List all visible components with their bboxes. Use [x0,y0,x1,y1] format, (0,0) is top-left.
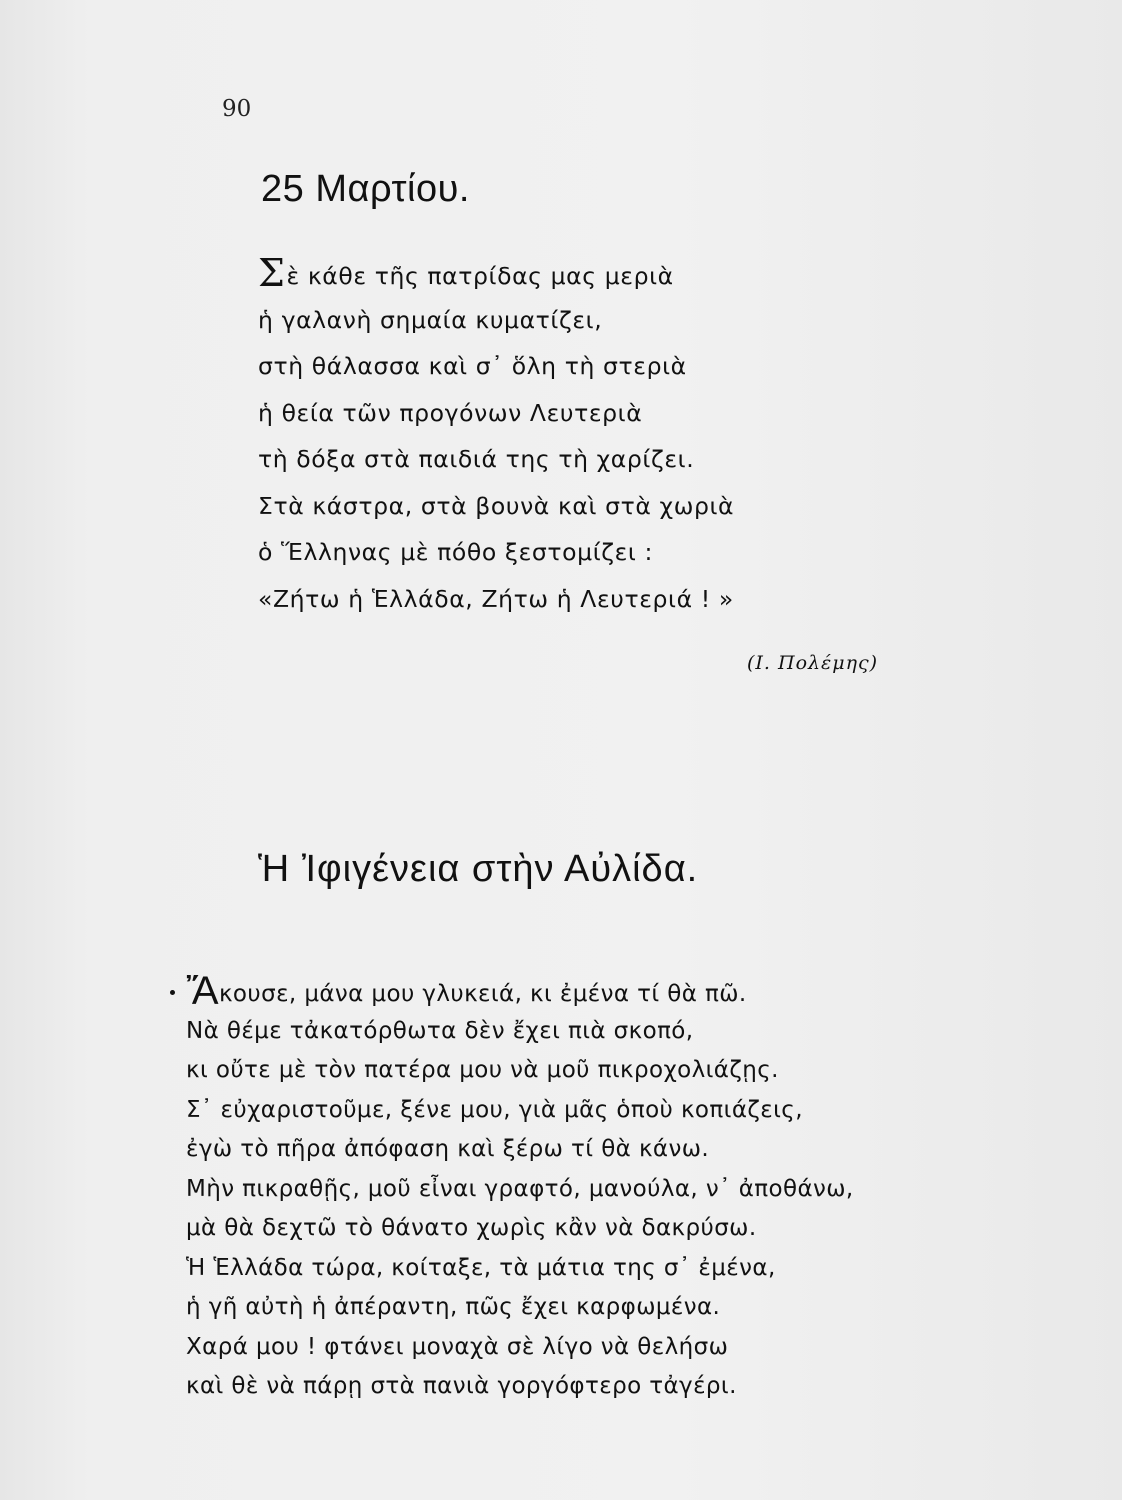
poem-line: Νὰ θέμε τἀκατόρθωτα δὲν ἔχει πιὰ σκοπό, [186,1017,694,1044]
poem-line: καὶ θὲ νὰ πάρῃ στὰ πανιὰ γοργόφτερο τἀγέρι. [186,1373,737,1399]
poem-line: μὰ θὰ δεχτῶ τὸ θάνατο χωρὶς κἂν νὰ δακρύσω. [186,1215,757,1241]
poem-title-25-martiou: 25 Μαρτίου. [261,168,470,210]
poem-line: κι οὔτε μὲ τὸν πατέρα μου νὰ μοῦ πικροχολιάζῃς. [186,1057,779,1083]
poem-line: ἡ γαλανὴ σημαία κυματίζει, [258,305,603,334]
page-number: 90 [222,96,252,122]
poem-line-text: κουσε, μάνα μου γλυκειά, κι ἐμένα τί θὰ πῶ. [218,981,747,1007]
poem-author: (Ι. Πολέμης) [747,652,879,674]
poem-line: ἡ γῆ αὐτὴ ἡ ἀπέραντη, πῶς ἔχει καρφωμένα. [186,1294,721,1320]
poem-line: Σ᾽ εὐχαριστοῦμε, ξένε μου, γιὰ μᾶς ὁποὺ κοπιάζεις, [186,1096,803,1123]
poem-25-martiou [258,250,958,622]
poem-line: Ἡ Ἑλλάδα τώρα, κοίταξε, τὰ μάτια της σ᾽ ἐμένα, [186,1254,776,1281]
drop-cap: Ἄ [186,969,219,1013]
poem-line: Χαρά μου ! φτάνει μοναχὰ σὲ λίγο νὰ θελήσω [186,1333,729,1360]
margin-dot [170,990,175,995]
poem-line: ἡ θεία τῶν προγόνων Λευτεριὰ [258,398,643,427]
poem-line: στὴ θάλασσα καὶ σ᾽ ὅλη τὴ στεριὰ [258,352,687,380]
poem-ifigeneia [186,969,1066,1407]
poem-line: ὁ Ἕλληνας μὲ πόθο ξεστομίζει : [258,538,654,566]
drop-cap: Σ [258,251,286,295]
poem-line: τὴ δόξα στὰ παιδιά της τὴ χαρίζει. [258,445,695,473]
poem-line: Μὴν πικραθῇς, μοῦ εἶναι γραφτό, μανούλα, ν᾽ ἀποθάνω, [186,1175,854,1202]
poem-line-text: ὲ κάθε τῆς πατρίδας μας μεριὰ [286,262,674,290]
poem-line: Στὰ κάστρα, στὰ βουνὰ καὶ στὰ χωριὰ [258,491,735,520]
poem-line: ἐγὼ τὸ πῆρα ἀπόφαση καὶ ξέρω τί θὰ κάνω. [186,1136,710,1162]
poem-line [258,250,958,297]
poem-line [186,969,1066,1013]
poem-line: «Ζήτω ἡ Ἑλλάδα, Ζήτω ἡ Λευτεριά ! » [258,584,734,613]
poem-title-ifigeneia: Ἡ Ἰφιγένεια στὴν Αὐλίδα. [258,848,699,890]
